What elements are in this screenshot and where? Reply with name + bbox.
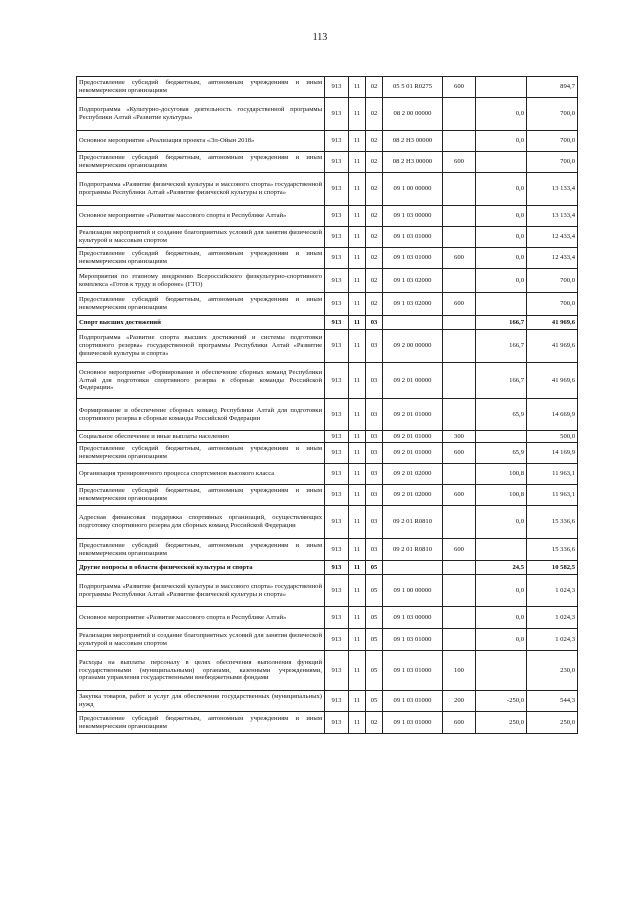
amount-total-cell: 15 336,6 xyxy=(527,539,578,561)
amount-total-cell: 250,0 xyxy=(527,712,578,734)
amount-total-cell: 700,0 xyxy=(527,152,578,173)
section-code-cell: 11 xyxy=(349,98,366,131)
amount-change-cell xyxy=(476,293,527,316)
subsection-code-cell: 02 xyxy=(366,131,383,152)
target-article-cell: 09 1 00 00000 xyxy=(383,173,443,206)
amount-total-cell: 11 963,1 xyxy=(527,485,578,506)
target-article-cell: 09 1 03 00000 xyxy=(383,206,443,227)
grbs-code-cell: 913 xyxy=(325,712,349,734)
section-code-cell: 11 xyxy=(349,485,366,506)
expense-type-cell: 600 xyxy=(443,539,476,561)
grbs-code-cell: 913 xyxy=(325,443,349,464)
row-name-cell: Организация тренировочного процесса спортсменов высокого класса xyxy=(77,464,325,485)
grbs-code-cell: 913 xyxy=(325,227,349,248)
amount-change-cell: 0,0 xyxy=(476,206,527,227)
target-article-cell xyxy=(383,561,443,575)
row-name-cell: Предоставление субсидий бюджетным, автономным учреждениям и иным некоммерческим организациям xyxy=(77,485,325,506)
expense-type-cell: 100 xyxy=(443,651,476,691)
subsection-code-cell: 02 xyxy=(366,248,383,269)
table-row xyxy=(77,227,578,248)
subsection-code-cell: 02 xyxy=(366,173,383,206)
grbs-code-cell: 913 xyxy=(325,691,349,712)
target-article-cell: 09 1 00 00000 xyxy=(383,575,443,607)
section-code-cell: 11 xyxy=(349,464,366,485)
amount-total-cell: 1 024,3 xyxy=(527,575,578,607)
section-code-cell: 11 xyxy=(349,293,366,316)
target-article-cell: 08 2 Н3 00000 xyxy=(383,152,443,173)
grbs-code-cell: 913 xyxy=(325,269,349,293)
grbs-code-cell: 913 xyxy=(325,293,349,316)
row-name-cell: Реализация мероприятий и создание благоприятных условий для занятия физической культурой и массовым спортом xyxy=(77,227,325,248)
target-article-cell: 09 2 01 02000 xyxy=(383,485,443,506)
table-row xyxy=(77,443,578,464)
table-row xyxy=(77,691,578,712)
grbs-code-cell: 913 xyxy=(325,651,349,691)
amount-change-cell xyxy=(476,651,527,691)
amount-total-cell: 1 024,3 xyxy=(527,607,578,629)
expense-type-cell xyxy=(443,363,476,399)
target-article-cell: 09 2 01 02000 xyxy=(383,464,443,485)
row-name-cell: Предоставление субсидий бюджетным, автономным учреждениям и иным некоммерческим организациям xyxy=(77,443,325,464)
row-name-cell: Предоставление субсидий бюджетным, автономным учреждениям и иным некоммерческим организациям xyxy=(77,248,325,269)
row-name-cell: Подпрограмма «Развитие физической культуры и массового спорта» государственной программы Республики Алтай «Развитие физической культуры и спорта» xyxy=(77,575,325,607)
row-name-cell: Реализация мероприятий и создание благоприятных условий для занятия физической культурой и массовым спортом xyxy=(77,629,325,651)
section-code-cell: 11 xyxy=(349,575,366,607)
amount-total-cell: 41 969,6 xyxy=(527,330,578,363)
expense-type-cell: 600 xyxy=(443,77,476,98)
amount-total-cell: 12 433,4 xyxy=(527,248,578,269)
target-article-cell: 08 2 Н3 00000 xyxy=(383,131,443,152)
grbs-code-cell: 913 xyxy=(325,248,349,269)
section-code-cell: 11 xyxy=(349,77,366,98)
subsection-code-cell: 05 xyxy=(366,691,383,712)
expense-type-cell xyxy=(443,316,476,330)
table-row xyxy=(77,399,578,431)
target-article-cell: 09 1 03 01000 xyxy=(383,651,443,691)
target-article-cell: 09 1 03 02000 xyxy=(383,293,443,316)
table-row xyxy=(77,248,578,269)
amount-total-cell: 1 024,3 xyxy=(527,629,578,651)
amount-total-cell: 14 169,9 xyxy=(527,443,578,464)
row-name-cell: Формирование и обеспечение сборных команд Республики Алтай для подготовки спортивного резерва в сборные команды Российской Федерации xyxy=(77,399,325,431)
expense-type-cell: 600 xyxy=(443,152,476,173)
table-row xyxy=(77,152,578,173)
subsection-code-cell: 02 xyxy=(366,77,383,98)
amount-total-cell: 41 969,6 xyxy=(527,316,578,330)
expense-type-cell: 200 xyxy=(443,691,476,712)
section-code-cell: 11 xyxy=(349,561,366,575)
expense-type-cell: 600 xyxy=(443,712,476,734)
target-article-cell: 09 1 03 01000 xyxy=(383,629,443,651)
table-row xyxy=(77,539,578,561)
subsection-code-cell: 03 xyxy=(366,464,383,485)
table-row xyxy=(77,77,578,98)
target-article-cell: 08 2 00 00000 xyxy=(383,98,443,131)
row-name-cell: Предоставление субсидий бюджетным, автономным учреждениям и иным некоммерческим организациям xyxy=(77,152,325,173)
subsection-code-cell: 02 xyxy=(366,712,383,734)
amount-change-cell: 24,5 xyxy=(476,561,527,575)
grbs-code-cell: 913 xyxy=(325,561,349,575)
section-code-cell: 11 xyxy=(349,399,366,431)
grbs-code-cell: 913 xyxy=(325,77,349,98)
subsection-code-cell: 02 xyxy=(366,98,383,131)
subsection-code-cell: 05 xyxy=(366,607,383,629)
section-code-cell: 11 xyxy=(349,712,366,734)
amount-total-cell: 13 133,4 xyxy=(527,173,578,206)
amount-total-cell: 894,7 xyxy=(527,77,578,98)
section-code-cell: 11 xyxy=(349,443,366,464)
amount-change-cell: 0,0 xyxy=(476,629,527,651)
subsection-code-cell: 03 xyxy=(366,399,383,431)
row-name-cell: Социальное обеспечение и иные выплаты населению xyxy=(77,431,325,443)
subsection-code-cell: 02 xyxy=(366,269,383,293)
section-code-cell: 11 xyxy=(349,316,366,330)
subsection-code-cell: 02 xyxy=(366,152,383,173)
grbs-code-cell: 913 xyxy=(325,206,349,227)
expense-type-cell xyxy=(443,464,476,485)
expense-type-cell: 300 xyxy=(443,431,476,443)
amount-total-cell: 700,0 xyxy=(527,98,578,131)
row-name-cell: Адресная финансовая поддержка спортивных организаций, осуществляющих подготовку спортивного резерва для сборных команд Российской Федерации xyxy=(77,506,325,539)
table-row xyxy=(77,575,578,607)
row-name-cell: Предоставление субсидий бюджетным, автономным учреждениям и иным некоммерческим организациям xyxy=(77,712,325,734)
expense-type-cell xyxy=(443,98,476,131)
amount-change-cell: 0,0 xyxy=(476,173,527,206)
row-name-cell: Предоставление субсидий бюджетным, автономным учреждениям и иным некоммерческим организациям xyxy=(77,77,325,98)
expense-type-cell xyxy=(443,173,476,206)
row-name-cell: Спорт высших достижений xyxy=(77,316,325,330)
target-article-cell: 09 1 03 01000 xyxy=(383,691,443,712)
amount-change-cell: 166,7 xyxy=(476,330,527,363)
subsection-code-cell: 02 xyxy=(366,227,383,248)
amount-change-cell: 0,0 xyxy=(476,248,527,269)
expense-type-cell: 600 xyxy=(443,443,476,464)
amount-change-cell xyxy=(476,77,527,98)
section-code-cell: 11 xyxy=(349,651,366,691)
expense-type-cell xyxy=(443,227,476,248)
amount-total-cell: 10 582,5 xyxy=(527,561,578,575)
section-code-cell: 11 xyxy=(349,506,366,539)
section-code-cell: 11 xyxy=(349,152,366,173)
amount-total-cell: 12 433,4 xyxy=(527,227,578,248)
grbs-code-cell: 913 xyxy=(325,152,349,173)
amount-change-cell: 0,0 xyxy=(476,607,527,629)
amount-change-cell xyxy=(476,152,527,173)
expense-type-cell xyxy=(443,131,476,152)
row-name-cell: Основное мероприятие «Реализация проекта «Эл-Ойын 2018» xyxy=(77,131,325,152)
section-code-cell: 11 xyxy=(349,330,366,363)
amount-change-cell: 65,9 xyxy=(476,399,527,431)
row-name-cell: Основное мероприятие «Развитие массового спорта в Республике Алтай» xyxy=(77,607,325,629)
target-article-cell: 09 1 03 01000 xyxy=(383,712,443,734)
subsection-code-cell: 03 xyxy=(366,506,383,539)
grbs-code-cell: 913 xyxy=(325,485,349,506)
amount-change-cell: 0,0 xyxy=(476,98,527,131)
subsection-code-cell: 02 xyxy=(366,206,383,227)
page-number: 113 xyxy=(312,32,328,43)
table-row xyxy=(77,651,578,691)
amount-change-cell xyxy=(476,431,527,443)
grbs-code-cell: 913 xyxy=(325,399,349,431)
amount-total-cell: 14 669,9 xyxy=(527,399,578,431)
grbs-code-cell: 913 xyxy=(325,316,349,330)
table-row xyxy=(77,712,578,734)
row-name-cell: Подпрограмма «Культурно-досуговая деятельность государственной программы Республики Алтай «Развитие культуры» xyxy=(77,98,325,131)
table-row xyxy=(77,98,578,131)
amount-total-cell: 544,3 xyxy=(527,691,578,712)
section-code-cell: 11 xyxy=(349,431,366,443)
grbs-code-cell: 913 xyxy=(325,607,349,629)
row-name-cell: Предоставление субсидий бюджетным, автономным учреждениям и иным некоммерческим организациям xyxy=(77,293,325,316)
target-article-cell: 09 2 01 R0810 xyxy=(383,506,443,539)
table-row xyxy=(77,173,578,206)
subsection-code-cell: 05 xyxy=(366,561,383,575)
table-row xyxy=(77,269,578,293)
amount-total-cell: 41 969,6 xyxy=(527,363,578,399)
expense-type-cell xyxy=(443,206,476,227)
amount-change-cell: 0,0 xyxy=(476,269,527,293)
subsection-code-cell: 03 xyxy=(366,539,383,561)
expense-type-cell xyxy=(443,561,476,575)
budget-table xyxy=(76,76,578,734)
section-total-row xyxy=(77,561,578,575)
row-name-cell: Подпрограмма «Развитие спорта высших достижений и системы подготовки спортивного резерва» государственной программы Республики Алтай «Развитие физической культуры и спорта» xyxy=(77,330,325,363)
section-code-cell: 11 xyxy=(349,691,366,712)
table-row xyxy=(77,629,578,651)
target-article-cell: 09 1 03 00000 xyxy=(383,607,443,629)
expense-type-cell xyxy=(443,330,476,363)
amount-total-cell: 700,0 xyxy=(527,131,578,152)
subsection-code-cell: 03 xyxy=(366,330,383,363)
subsection-code-cell: 03 xyxy=(366,443,383,464)
amount-change-cell: 0,0 xyxy=(476,506,527,539)
grbs-code-cell: 913 xyxy=(325,629,349,651)
amount-change-cell: 0,0 xyxy=(476,131,527,152)
section-code-cell: 11 xyxy=(349,629,366,651)
expense-type-cell: 600 xyxy=(443,293,476,316)
amount-change-cell: 65,9 xyxy=(476,443,527,464)
target-article-cell xyxy=(383,316,443,330)
row-name-cell: Расходы на выплаты персоналу в целях обеспечения выполнения функций государственными (муниципальными) органами, казенными учреждениями, органами управления государственными внебюджетными фондами xyxy=(77,651,325,691)
table-row xyxy=(77,464,578,485)
amount-change-cell: 166,7 xyxy=(476,316,527,330)
amount-total-cell: 11 963,1 xyxy=(527,464,578,485)
amount-change-cell: 100,8 xyxy=(476,485,527,506)
table-row xyxy=(77,131,578,152)
amount-total-cell: 700,0 xyxy=(527,269,578,293)
grbs-code-cell: 913 xyxy=(325,506,349,539)
target-article-cell: 09 2 01 01000 xyxy=(383,431,443,443)
section-code-cell: 11 xyxy=(349,173,366,206)
grbs-code-cell: 913 xyxy=(325,539,349,561)
target-article-cell: 09 2 01 01000 xyxy=(383,443,443,464)
section-code-cell: 11 xyxy=(349,607,366,629)
row-name-cell: Мероприятия по этапному внедрению Всероссийского физкультурно-спортивного комплекса «Готов к труду и обороне» (ГТО) xyxy=(77,269,325,293)
row-name-cell: Закупка товаров, работ и услуг для обеспечения государственных (муниципальных) нужд xyxy=(77,691,325,712)
target-article-cell: 09 2 01 01000 xyxy=(383,399,443,431)
expense-type-cell xyxy=(443,269,476,293)
section-code-cell: 11 xyxy=(349,539,366,561)
target-article-cell: 09 1 03 02000 xyxy=(383,269,443,293)
expense-type-cell xyxy=(443,506,476,539)
amount-total-cell: 15 336,6 xyxy=(527,506,578,539)
table-row xyxy=(77,206,578,227)
expense-type-cell xyxy=(443,575,476,607)
table-row xyxy=(77,431,578,443)
target-article-cell: 09 1 03 01000 xyxy=(383,248,443,269)
expense-type-cell xyxy=(443,629,476,651)
target-article-cell: 09 2 01 00000 xyxy=(383,363,443,399)
amount-change-cell xyxy=(476,539,527,561)
target-article-cell: 09 1 03 01000 xyxy=(383,227,443,248)
amount-change-cell: 100,8 xyxy=(476,464,527,485)
row-name-cell: Предоставление субсидий бюджетным, автономным учреждениям и иным некоммерческим организациям xyxy=(77,539,325,561)
row-name-cell: Другие вопросы в области физической культуры и спорта xyxy=(77,561,325,575)
expense-type-cell xyxy=(443,399,476,431)
amount-change-cell: -250,0 xyxy=(476,691,527,712)
row-name-cell: Подпрограмма «Развитие физической культуры и массового спорта» государственной программы Республики Алтай «Развитие физической культуры и спорта» xyxy=(77,173,325,206)
section-code-cell: 11 xyxy=(349,363,366,399)
table-row xyxy=(77,330,578,363)
table-row xyxy=(77,607,578,629)
amount-total-cell: 700,0 xyxy=(527,293,578,316)
subsection-code-cell: 05 xyxy=(366,629,383,651)
section-code-cell: 11 xyxy=(349,131,366,152)
amount-total-cell: 13 133,4 xyxy=(527,206,578,227)
section-code-cell: 11 xyxy=(349,227,366,248)
grbs-code-cell: 913 xyxy=(325,363,349,399)
subsection-code-cell: 03 xyxy=(366,316,383,330)
target-article-cell: 09 2 00 00000 xyxy=(383,330,443,363)
section-code-cell: 11 xyxy=(349,206,366,227)
section-code-cell: 11 xyxy=(349,248,366,269)
subsection-code-cell: 05 xyxy=(366,651,383,691)
subsection-code-cell: 02 xyxy=(366,293,383,316)
table-row xyxy=(77,485,578,506)
table-row xyxy=(77,506,578,539)
grbs-code-cell: 913 xyxy=(325,98,349,131)
grbs-code-cell: 913 xyxy=(325,131,349,152)
grbs-code-cell: 913 xyxy=(325,173,349,206)
subsection-code-cell: 05 xyxy=(366,575,383,607)
subsection-code-cell: 03 xyxy=(366,363,383,399)
amount-total-cell: 500,0 xyxy=(527,431,578,443)
expense-type-cell: 600 xyxy=(443,485,476,506)
target-article-cell: 09 2 01 R0810 xyxy=(383,539,443,561)
table-row xyxy=(77,363,578,399)
row-name-cell: Основное мероприятие «Развитие массового спорта в Республике Алтай» xyxy=(77,206,325,227)
amount-change-cell: 166,7 xyxy=(476,363,527,399)
row-name-cell: Основное мероприятие «Формирование и обеспечение сборных команд Республики Алтай для подготовки спортивного резерва в сборные команды Российской Федерации» xyxy=(77,363,325,399)
grbs-code-cell: 913 xyxy=(325,575,349,607)
grbs-code-cell: 913 xyxy=(325,464,349,485)
section-code-cell: 11 xyxy=(349,269,366,293)
table-row xyxy=(77,293,578,316)
amount-change-cell: 0,0 xyxy=(476,227,527,248)
expense-type-cell: 600 xyxy=(443,248,476,269)
amount-change-cell: 250,0 xyxy=(476,712,527,734)
subsection-code-cell: 03 xyxy=(366,431,383,443)
grbs-code-cell: 913 xyxy=(325,431,349,443)
expense-type-cell xyxy=(443,607,476,629)
amount-change-cell: 0,0 xyxy=(476,575,527,607)
grbs-code-cell: 913 xyxy=(325,330,349,363)
subsection-code-cell: 03 xyxy=(366,485,383,506)
section-total-row xyxy=(77,316,578,330)
amount-total-cell: 230,0 xyxy=(527,651,578,691)
target-article-cell: 05 5 01 R0275 xyxy=(383,77,443,98)
